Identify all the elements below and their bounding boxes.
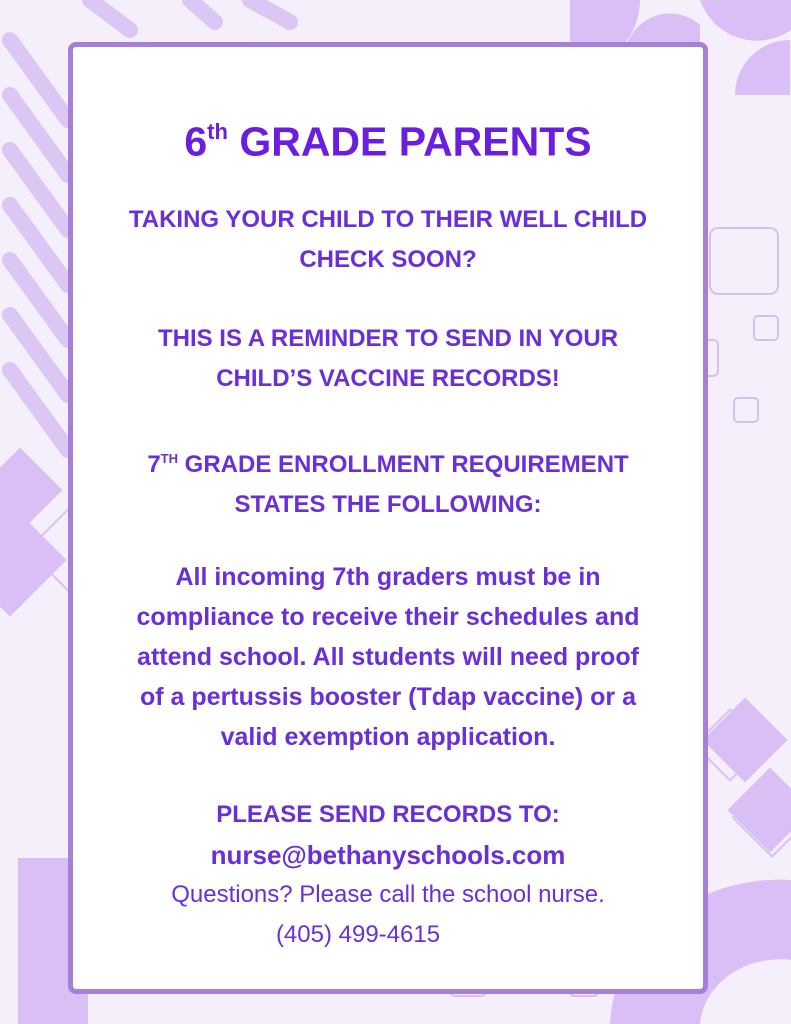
nurse-email-link[interactable]: nurse@bethanyschools.com xyxy=(210,840,566,870)
reminder-text: THIS IS A REMINDER TO SEND IN YOUR CHILD’S VACCINE RECORDS! xyxy=(157,325,619,392)
questions-text: Questions? Please call the school nurse. xyxy=(171,881,605,908)
page-title: 6th GRADE PARENTS xyxy=(184,118,592,165)
requirement-body: All incoming 7th graders must be in compliance to receive their schedules and attend school. All students will need proof of a pertussis booster (Tdap vaccine) or a valid exemption application. xyxy=(136,563,640,751)
nurse-phone-number[interactable]: (405) 499-4615 xyxy=(275,921,441,948)
right-diamonds xyxy=(695,698,791,857)
well-child-question: TAKING YOUR CHILD TO THEIR WELL CHILD CHECK SOON? xyxy=(128,206,648,273)
send-records-label: PLEASE SEND RECORDS TO: xyxy=(216,801,560,828)
enrollment-requirement-heading: 7TH GRADE ENROLLMENT REQUIREMENT STATES THE FOLLOWING: xyxy=(147,451,629,518)
